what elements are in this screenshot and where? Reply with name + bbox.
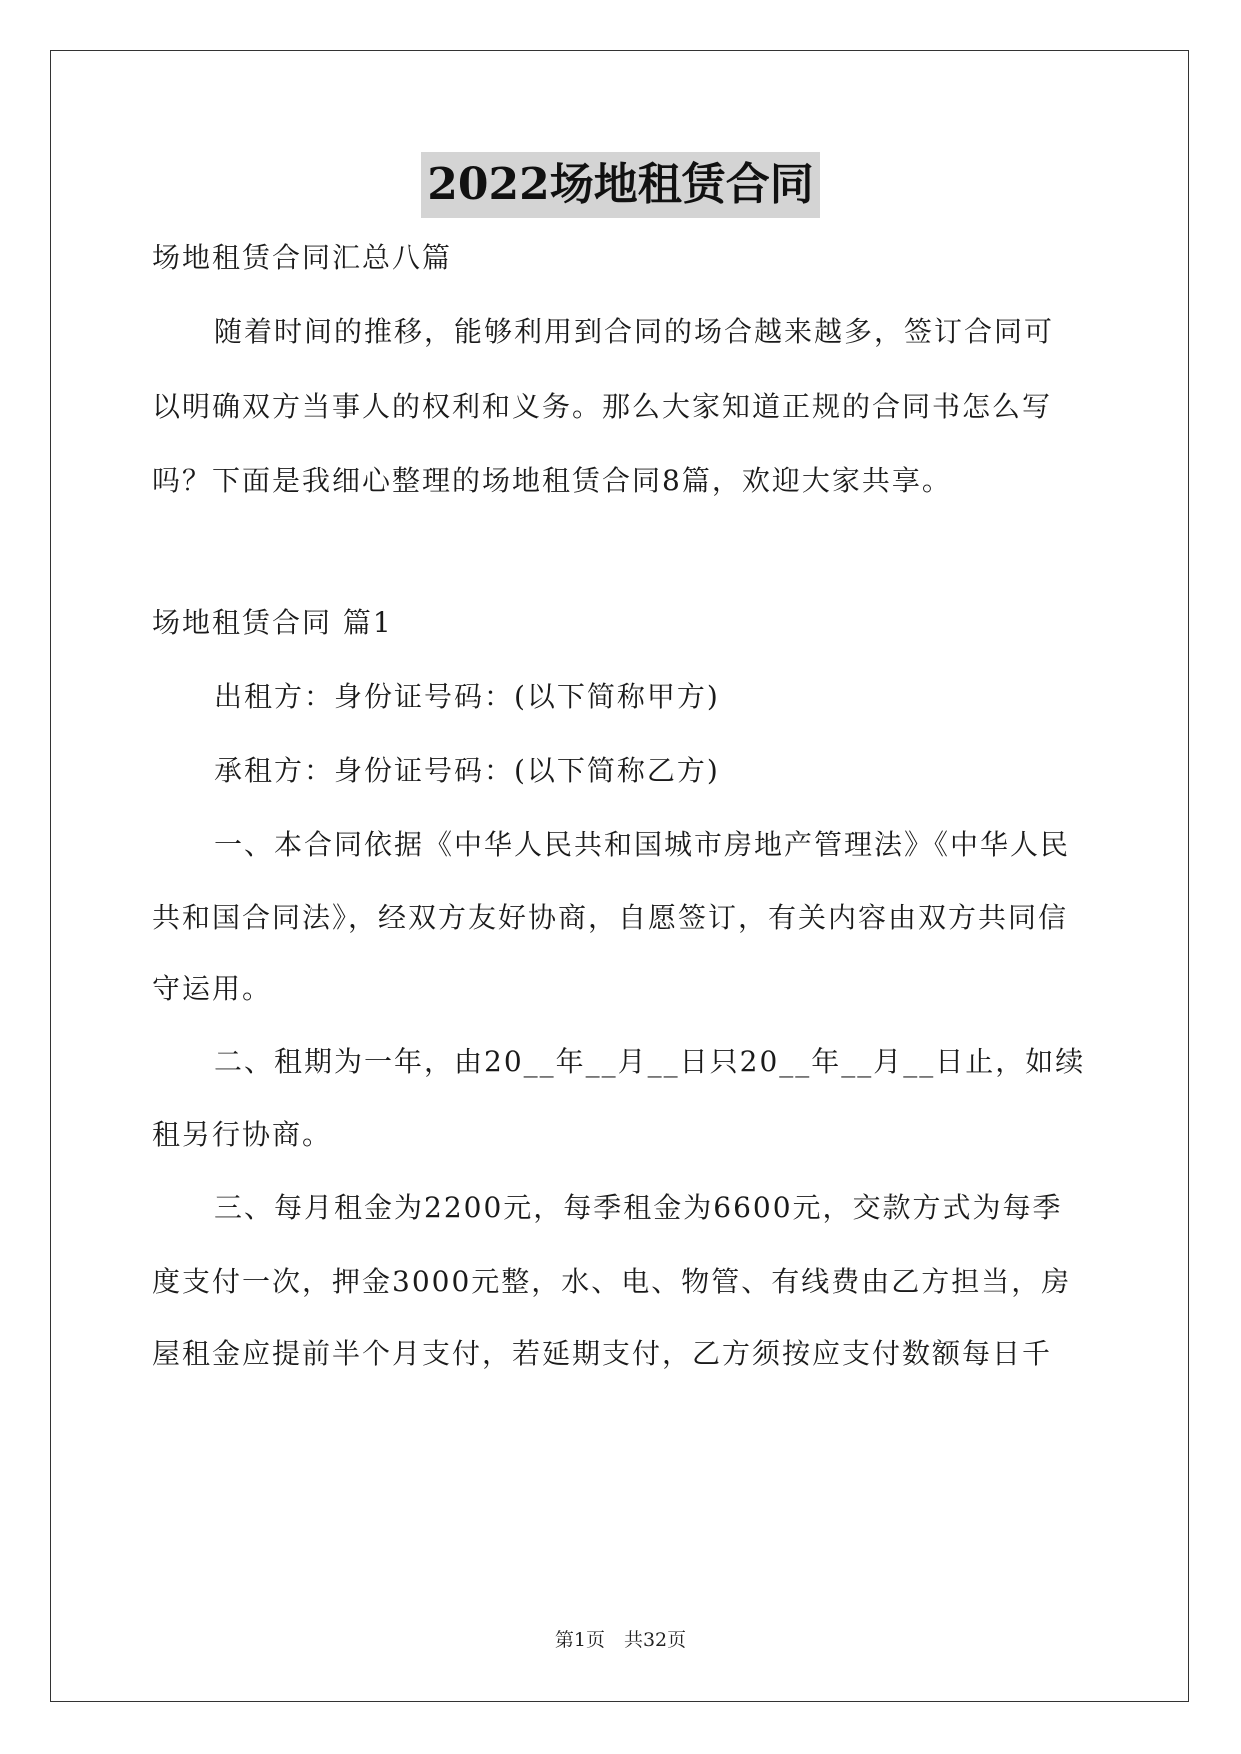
body-line: 一、本合同依据《中华人民共和国城市房地产管理法》《中华人民 <box>214 828 1071 861</box>
body-line: 共和国合同法》，经双方友好协商，自愿签订，有关内容由双方共同信 <box>152 901 1069 934</box>
title-container <box>0 152 1241 218</box>
body-line: 租另行协商。 <box>152 1118 333 1151</box>
body-line: 守运用。 <box>152 972 273 1005</box>
body-line: 度支付一次，押金3000元整，水、电、物管、有线费由乙方担当，房 <box>152 1265 1072 1298</box>
page-border <box>50 50 1189 1702</box>
page-footer: 第1页 共32页 <box>554 1629 687 1651</box>
intro-line: 随着时间的推移，能够利用到合同的场合越来越多，签订合同可 <box>214 315 1055 348</box>
document-subtitle: 场地租赁合同汇总八篇 <box>152 241 453 274</box>
body-line: 出租方：身份证号码：(以下简称甲方) <box>214 680 720 713</box>
document-title: 2022场地租赁合同 <box>421 152 819 218</box>
section-heading: 场地租赁合同 篇1 <box>152 606 393 639</box>
intro-line: 以明确双方当事人的权利和义务。那么大家知道正规的合同书怎么写 <box>152 390 1053 423</box>
body-line: 三、每月租金为2200元，每季租金为6600元，交款方式为每季 <box>214 1191 1063 1224</box>
body-line: 承租方：身份证号码：(以下简称乙方) <box>214 754 720 787</box>
body-line: 二、租期为一年，由20__年__月__日只20__年__月__日止，如续 <box>214 1045 1086 1078</box>
body-line: 屋租金应提前半个月支付，若延期支付，乙方须按应支付数额每日千 <box>152 1337 1053 1370</box>
intro-line: 吗？下面是我细心整理的场地租赁合同8篇，欢迎大家共享。 <box>152 464 952 497</box>
